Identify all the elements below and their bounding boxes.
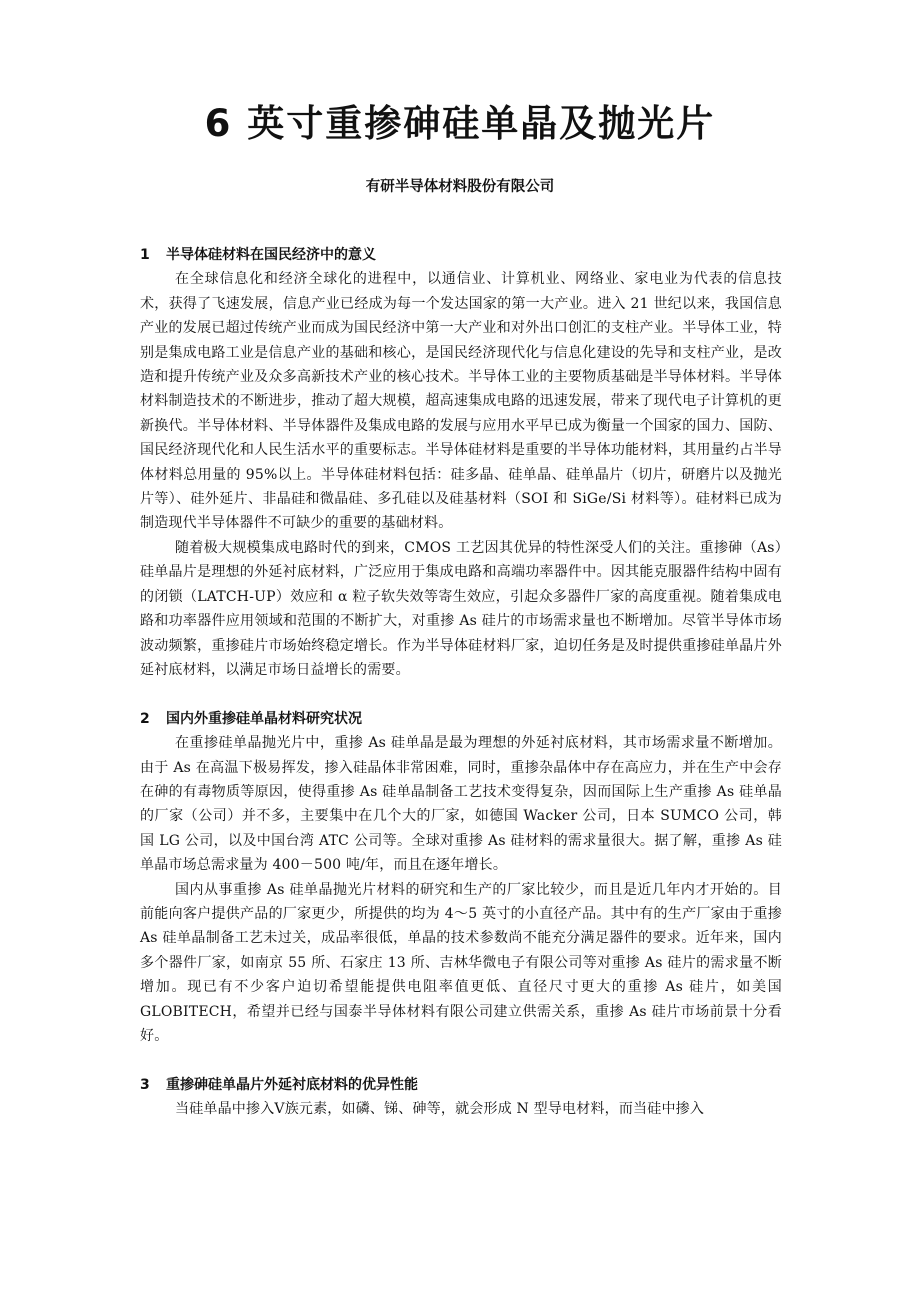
section-heading-3 — [140, 1073, 782, 1097]
section-heading-text: 重掺砷硅单晶片外延衬底材料的优异性能 — [166, 1076, 418, 1093]
section-number: 2 — [140, 710, 150, 727]
section-heading-1 — [140, 243, 782, 267]
section-heading-text: 国内外重掺硅单晶材料研究状况 — [166, 710, 362, 727]
paragraph: 当硅单晶中掺入Ⅴ族元素，如磷、锑、砷等，就会形成 N 型导电材料，而当硅中掺入 — [175, 1101, 705, 1118]
document-organization: 有研半导体材料股份有限公司 — [365, 179, 555, 195]
document-title: 6 英寸重掺砷硅单晶及抛光片 — [204, 102, 716, 145]
section-heading-2 — [140, 707, 782, 731]
section-spacer — [140, 1048, 782, 1072]
section-spacer — [140, 682, 782, 706]
paragraph: 在全球信息化和经济全球化的进程中，以通信业、计算机业、网络业、家电业为代表的信息技术，获得了飞速发展，信息产业已经成为每一个发达国家的第一大产业。进入 21 世纪以来，我国信息产业的发展已超过传统产业而成为国民经济中第一大产业和对外出口创汇的支柱产业。半导体工业，特别是集成电路工业是信息产业的基础和核心，是国民经济现代化与信息化建设的先导和支柱产业，是改造和提升传统产业及众多高新技术产业的核心技术。半导体工业的主要物质基础是半导体材料。半导体材料制造技术的不断进步，推动了超大规模，超高速集成电路的迅速发展，带来了现代电子计算机的更新换代。半导体材料、半导体器件及集成电路的发展与应用水平早已成为衡量一个国家的国力、国防、国民经济现代化和人民生活水平的重要标志。半导体硅材料是重要的半导体功能材料，其用量约占半导体材料总用量的 95%以上。半导体硅材料包括：硅多晶、硅单晶、硅单晶片（切片，研磨片以及抛光片等）、硅外延片、非晶硅和微晶硅、多孔硅以及硅基材料（SOI 和 SiGe/Si 材料等）。硅材料已成为制造现代半导体器件不可缺少的重要的基础材料。 — [140, 271, 782, 532]
section-heading-text: 半导体硅材料在国民经济中的意义 — [166, 247, 376, 263]
paragraph: 国内从事重掺 As 硅单晶抛光片材料的研究和生产的厂家比较少，而且是近几年内才开始的。目前能向客户提供产品的厂家更少，所提供的均为 4～5 英寸的小直径产品。其中有的生产厂家由于重掺 As 硅单晶制备工艺未过关，成品率很低，单晶的技术参数尚不能充分满足器件的要求。近年来，国内多个器件厂家，如南京 55 所、石家庄 13 所、吉林华微电子有限公司等对重掺 As 硅片的需求量不断增加。现已有不少客户迫切希望能提供电阻率值更低、直径尺寸更大的重掺 As 硅片，如美国 GLOBITECH，希望并已经与国泰半导体材料有限公司建立供需关系，重掺 As 硅片市场前景十分看好。 — [140, 881, 782, 1044]
paragraph: 随着极大规模集成电路时代的到来，CMOS 工艺因其优异的特性深受人们的关注。重掺砷（As）硅单晶片是理想的外延衬底材料，广泛应用于集成电路和高端功率器件中。因其能克服器件结构中固有的闭锁（LATCH-UP）效应和 α 粒子软失效等寄生效应，引起众多器件厂家的高度重视。随着集成电路和功率器件应用领域和范围的不断扩大，对重掺 As 硅片的市场需求量也不断增加。尽管半导体市场波动频繁，重掺硅片市场始终稳定增长。作为半导体硅材料厂家，迫切任务是及时提供重掺硅单晶片外延衬底材料，以满足市场日益增长的需要。 — [140, 539, 782, 678]
section-number: 1 — [140, 247, 150, 263]
paragraph: 在重掺硅单晶抛光片中，重掺 As 硅单晶是最为理想的外延衬底材料，其市场需求量不断增加。由于 As 在高温下极易挥发，掺入硅晶体非常困难，同时，重掺杂晶体中存在高应力，并在生产中会存在砷的有毒物质等原因，使得重掺 As 硅单晶制备工艺技术变得复杂，因而国际上生产重掺 As 硅单晶的厂家（公司）并不多，主要集中在几个大的厂家，如德国 Wacker 公司，日本 SUMCO 公司，韩国 LG 公司，以及中国台湾 ATC 公司等。全球对重掺 As 硅材料的需求量很大。据了解，重掺 As 硅单晶市场总需求量为 400－500 吨/年，而且在逐年增长。 — [140, 735, 782, 874]
document-body — [140, 243, 782, 1122]
section-number: 3 — [140, 1076, 150, 1093]
